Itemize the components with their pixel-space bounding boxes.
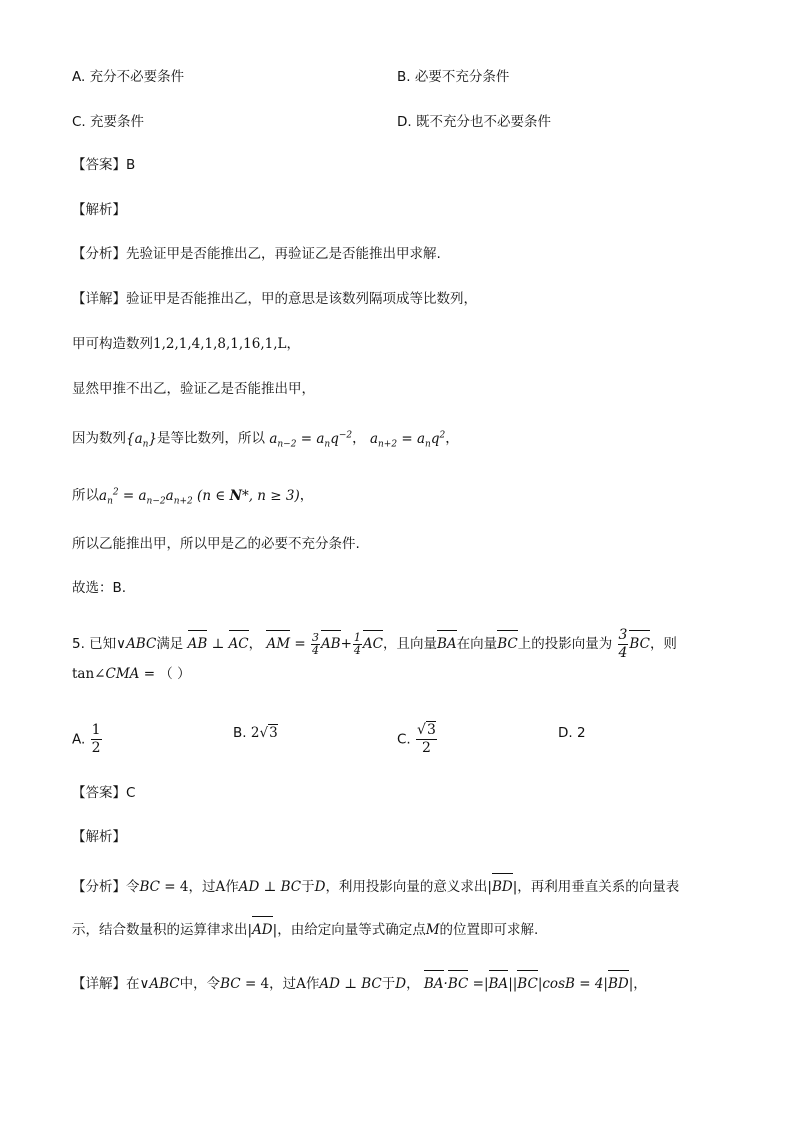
analysis-q5-line2: 示，结合数量积的运算律求出|AD|，由给定向量等式确定点M的位置即可求解. [72, 919, 538, 941]
text: ，过 [269, 976, 297, 992]
detail-q5-line1: 【详解】在∨ABC中，令BC = 4，过A作AD ⊥ BC于D， BA·BC =|BA||BC|cosB = 4|BD|， [72, 973, 647, 995]
text: ，则 [649, 636, 677, 652]
text: ， [299, 487, 314, 504]
text: 中，令 [179, 976, 221, 992]
text: = （ ） [143, 666, 191, 682]
text: 作 [225, 879, 239, 895]
text: 的位置即可求解. [439, 922, 539, 938]
value-sqrt3-over-2: $\frac{√3}{2}$ [417, 722, 436, 756]
text: ，且向量 [383, 636, 438, 652]
answer-q5: 【答案】C [72, 785, 136, 801]
text: C. [397, 731, 411, 748]
text: ， [445, 430, 459, 447]
text: ，利用投影向量的意义求出| [325, 879, 492, 895]
analysis-q5-line1: 【分析】令BC = 4，过A作AD ⊥ BC于D，利用投影向量的意义求出|BD|，再利用垂直关系的向量表 [72, 876, 679, 898]
text: 甲可构造数列 [72, 336, 153, 352]
angle-cma: CMA [105, 666, 140, 682]
text: 【详解】在∨ [72, 976, 150, 992]
dot-product-formula: BA·BC =|BA||BC|cosB = 4|BD| [424, 976, 633, 992]
text: 于 [301, 879, 315, 895]
detail-q4-line1: 【详解】验证甲是否能推出乙，甲的意思是该数列隔项成等比数列， [72, 291, 477, 307]
text: 是等比数列，所以 [157, 430, 266, 447]
ad-perp-bc: AD ⊥ BC [238, 879, 302, 895]
triangle-abc: ABC [126, 636, 157, 652]
vector-ad: AD [252, 919, 273, 941]
detail-q4-line4 [72, 424, 459, 455]
detail-q4-line2 [72, 333, 300, 355]
text: 满足 [156, 636, 184, 652]
bc-eq-4: BC [139, 879, 161, 895]
option-a-q5 [72, 722, 103, 757]
text: ， [633, 976, 647, 992]
value-half: $\frac{1}{2}$ [91, 722, 101, 756]
formula-prev: $a_{n-2} = a_nq^{-2}$ [269, 430, 353, 450]
projection-formula: $\frac{3}{4}$ BC [618, 627, 650, 661]
am-formula: AM = $\frac{3}{4}$ AB+ $\frac{1}{4}$ AC [266, 631, 384, 657]
vector-bc: BC [497, 633, 518, 655]
text: 在向量 [456, 636, 498, 652]
formula-next: $a_{n+2} = a_nq^2$ [369, 430, 446, 450]
text: ，过 [188, 879, 216, 895]
text: 所以 [72, 487, 99, 504]
option-a-q4: A. 充分不必要条件 [72, 69, 185, 85]
option-b-q4: B. 必要不充分条件 [397, 69, 510, 85]
text: |，再利用垂直关系的向量表 [512, 879, 680, 895]
option-d-q5: D. 2 [558, 725, 586, 741]
option-c-q4: C. 充要条件 [72, 114, 145, 130]
detail-q4-line6: 所以乙能推出甲，所以甲是乙的必要不充分条件. [72, 536, 360, 552]
text: 【分析】令 [72, 879, 140, 895]
option-c-q5 [397, 722, 438, 757]
option-d-q4: D. 既不充分也不必要条件 [397, 114, 551, 130]
text: 上的投影向量为 [517, 636, 613, 652]
value-2sqrt3: 2√3 [250, 725, 278, 741]
answer-q4: 【答案】B [72, 157, 136, 173]
question-5-ask [72, 663, 191, 685]
detail-q4-line3: 显然甲推不出乙，验证乙是否能推出甲， [72, 381, 315, 397]
detail-q4-line5 [72, 481, 313, 512]
analysis-heading-q5: 【解析】 [72, 829, 126, 845]
vector-ba: BA [437, 633, 457, 655]
text: 作 [305, 976, 320, 992]
choice-q4: 故选：B. [72, 580, 127, 596]
text: A. [72, 731, 86, 748]
option-b-q5 [233, 722, 278, 744]
text: B. [233, 725, 247, 741]
text: ， [406, 976, 420, 992]
analysis-heading-q4: 【解析】 [72, 202, 126, 218]
text: 于 [381, 976, 396, 992]
perp-formula: AB ⊥ AC [188, 636, 249, 652]
sequence-formula: $\{a_n\}$ [126, 430, 158, 450]
question-5-stem [72, 627, 677, 662]
formula-square: $a_n^2 = a_{n-2}a_{n+2}$ (n ∈ N*, n ≥ 3) [99, 487, 300, 507]
text: ， [352, 430, 366, 447]
analysis-q4: 【分析】先验证甲是否能推出乙，再验证乙是否能推出甲求解. [72, 246, 441, 262]
text: 5. 已知∨ [72, 636, 127, 652]
text: 示，结合数量积的运算律求出| [72, 922, 253, 938]
text: 因为数列 [72, 430, 126, 447]
text: |，由给定向量等式确定点 [272, 922, 426, 938]
text: tan∠ [72, 666, 106, 682]
text: ， [248, 636, 263, 652]
vector-bd: BD [492, 876, 513, 898]
text: ， [286, 336, 300, 352]
sequence-example: 1,2,1,4,1,8,1,16,1,L [153, 336, 287, 352]
